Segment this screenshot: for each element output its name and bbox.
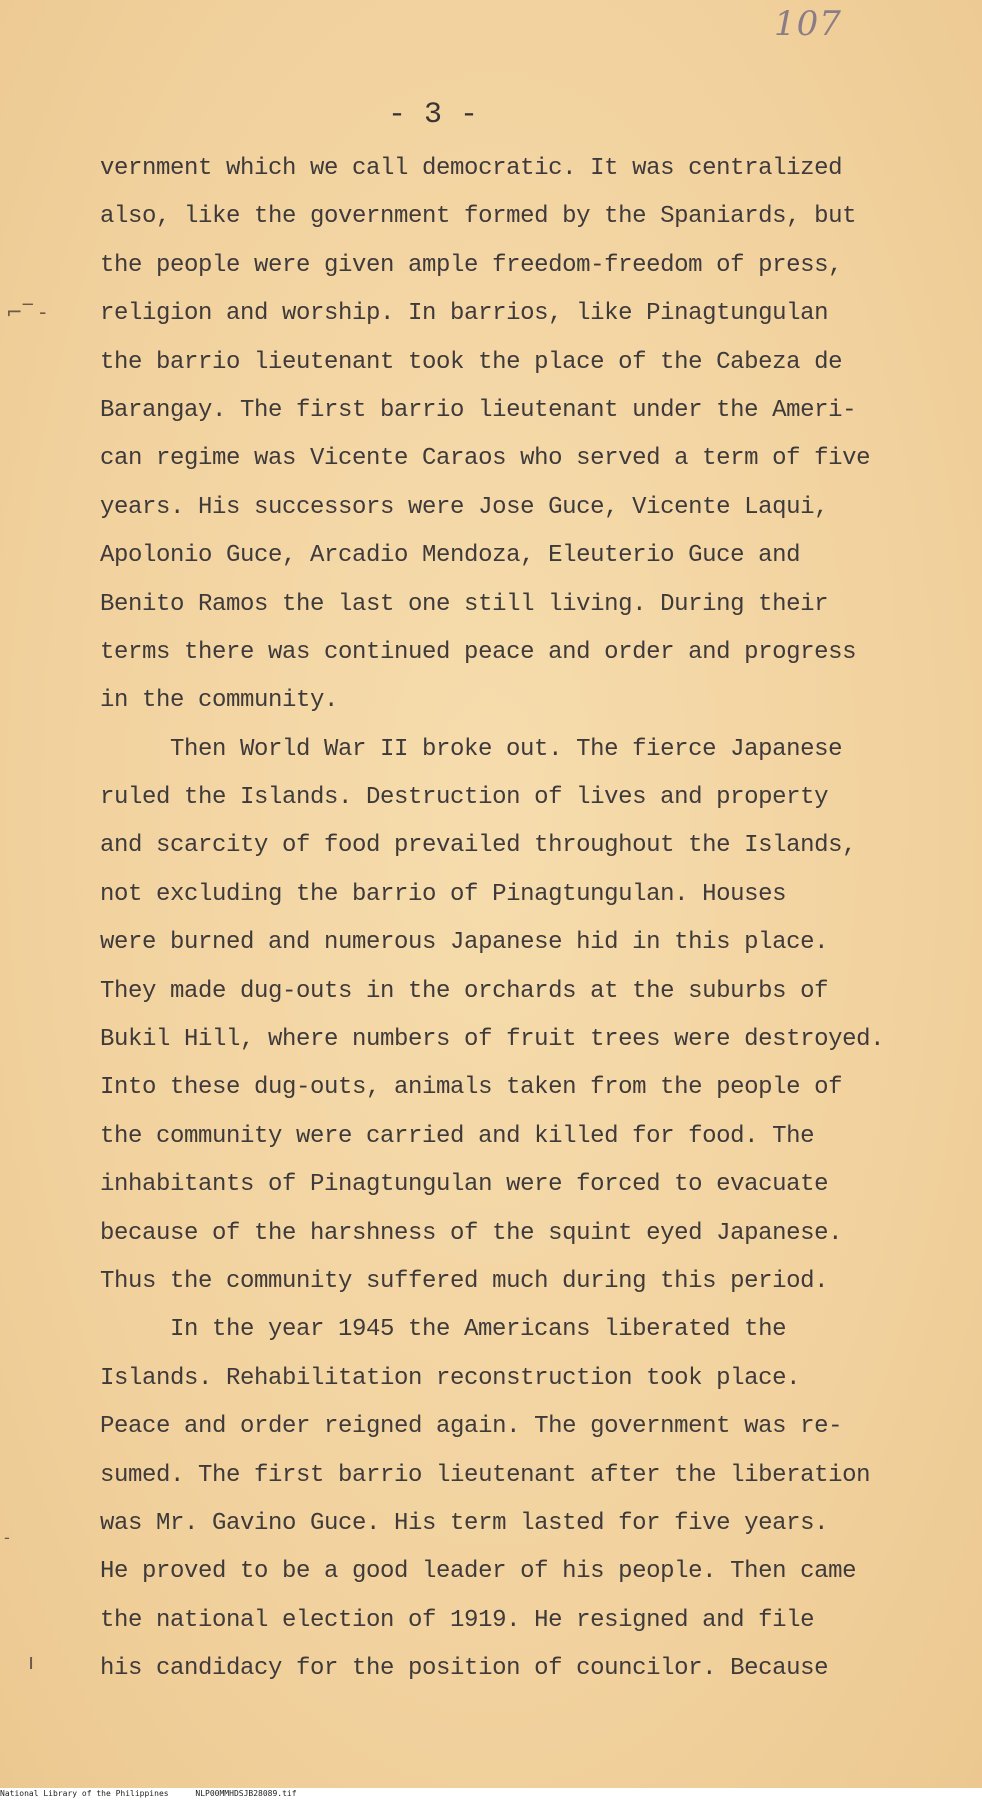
text-line: years. His successors were Jose Guce, Vicente Laqui, bbox=[100, 493, 829, 521]
footer-file: NLP00MMHDSJB28089.tif bbox=[195, 1789, 297, 1798]
text-line: Barangay. The first barrio lieutenant under the Ameri- bbox=[100, 396, 857, 424]
handwritten-folio-number: 107 bbox=[774, 4, 842, 44]
text-line: sumed. The first barrio lieutenant after the liberation bbox=[100, 1461, 871, 1489]
paragraph bbox=[100, 1306, 930, 1693]
page-number: - 3 - bbox=[388, 98, 479, 132]
text-line: in the community. bbox=[100, 687, 339, 715]
text-line: not excluding the barrio of Pinagtungulan. Houses bbox=[100, 880, 787, 908]
margin-mark: ⌐‾ - bbox=[6, 300, 47, 324]
text-line: Bukil Hill, where numbers of fruit trees were destroyed. bbox=[100, 1026, 885, 1054]
text-line: was Mr. Gavino Guce. His term lasted for five years. bbox=[100, 1509, 829, 1537]
text-line: Then World War II broke out. The fierce Japanese bbox=[170, 735, 843, 763]
text-line: the community were carried and killed for food. The bbox=[100, 1122, 815, 1150]
paragraph bbox=[100, 145, 930, 726]
paragraph bbox=[100, 726, 930, 1307]
body-text bbox=[100, 145, 930, 1694]
text-line: were burned and numerous Japanese hid in this place. bbox=[100, 929, 829, 957]
text-line: Peace and order reigned again. The government was re- bbox=[100, 1413, 843, 1441]
text-line: the national election of 1919. He resigned and file bbox=[100, 1606, 815, 1634]
text-line: and scarcity of food prevailed throughout the Islands, bbox=[100, 832, 857, 860]
text-line: Apolonio Guce, Arcadio Mendoza, Eleuterio Guce and bbox=[100, 542, 801, 570]
text-line: He proved to be a good leader of his people. Then came bbox=[100, 1558, 857, 1586]
text-line: can regime was Vicente Caraos who served a term of five bbox=[100, 445, 871, 473]
text-line: Islands. Rehabilitation reconstruction took place. bbox=[100, 1364, 801, 1392]
text-line: ruled the Islands. Destruction of lives and property bbox=[100, 784, 829, 812]
scan-footer bbox=[0, 1788, 982, 1800]
text-line: inhabitants of Pinagtungulan were forced to evacuate bbox=[100, 1171, 829, 1199]
text-line: his candidacy for the position of councilor. Because bbox=[100, 1655, 829, 1683]
margin-mark: ı bbox=[28, 1650, 35, 1675]
text-line: Into these dug-outs, animals taken from the people of bbox=[100, 1074, 843, 1102]
text-line: vernment which we call democratic. It was centralized bbox=[100, 155, 843, 182]
text-line: Benito Ramos the last one still living. During their bbox=[100, 590, 829, 618]
text-line: also, like the government formed by the Spaniards, but bbox=[100, 203, 857, 231]
text-line: terms there was continued peace and order and progress bbox=[100, 638, 857, 666]
text-line: They made dug-outs in the orchards at the suburbs of bbox=[100, 977, 829, 1005]
text-line: Thus the community suffered much during this period. bbox=[100, 1267, 829, 1295]
margin-mark: - bbox=[4, 1528, 10, 1547]
text-line: the people were given ample freedom-freedom of press, bbox=[100, 251, 843, 279]
text-line: In the year 1945 the Americans liberated the bbox=[170, 1316, 787, 1344]
footer-library: National Library of the Philippines bbox=[0, 1789, 169, 1798]
text-line: because of the harshness of the squint eyed Japanese. bbox=[100, 1219, 843, 1247]
text-line: the barrio lieutenant took the place of the Cabeza de bbox=[100, 348, 843, 376]
text-line: religion and worship. In barrios, like Pinagtungulan bbox=[100, 300, 829, 328]
